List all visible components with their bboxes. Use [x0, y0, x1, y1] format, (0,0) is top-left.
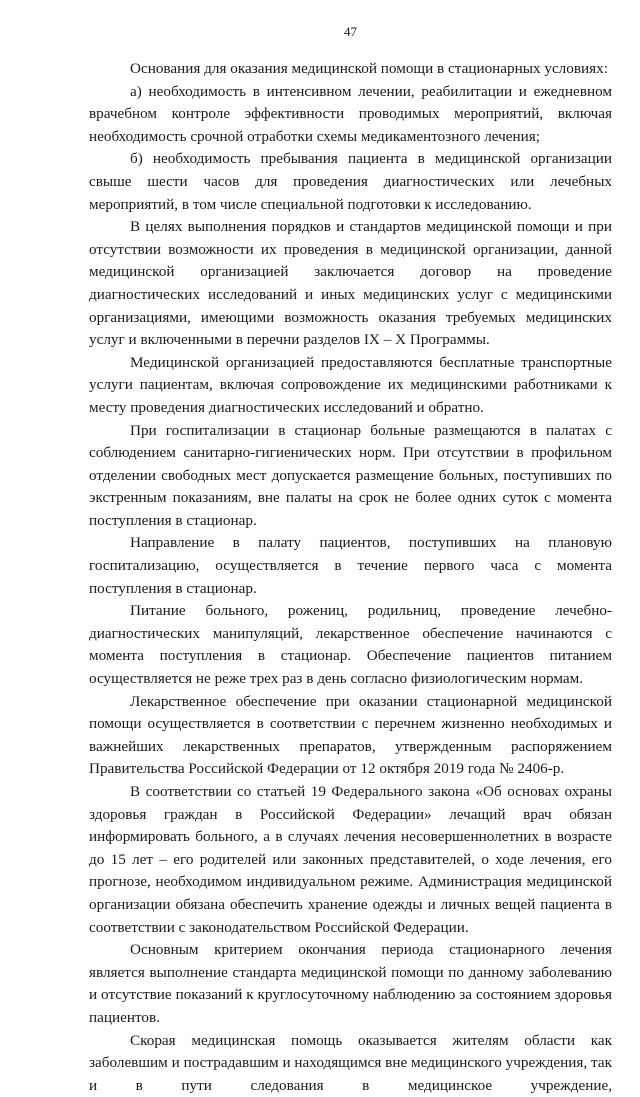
paragraph-ward-referral: Направление в палату пациентов, поступивших на плановую госпитализацию, осуществляется в течение первого часа с момента поступления в стационар. [89, 534, 612, 597]
paragraph-nutrition: Питание больного, рожениц, родильниц, проведение лечебно-диагностических манипуляций, лекарственное обеспечение начинаются с момента поступления в стационар. Обеспечение пациентов питанием осуществляется не реже трех раз в день согласно физиологическим нормам. [89, 602, 612, 688]
paragraph-discharge-criteria: Основным критерием окончания периода стационарного лечения является выполнение стандарта медицинской помощи по данному заболеванию и отсутствие показаний к круглосуточному наблюдению за состоянием здоровья пациентов. [89, 941, 612, 1026]
paragraph-patient-information: В соответствии со статьей 19 Федерального закона «Об основах охраны здоровья граждан в Российской Федерации» лечащий врач обязан информировать больного, а в случаях лечения несовершеннолетних в возрасте до 15 лет – его родителей или законных представителей, о ходе лечения, его прогнозе, необходимом индивидуальном режиме. Администрация медицинской организации обязана обеспечить хранение одежды и личных вещей пациента в соответствии с законодательством Российской Федерации. [89, 783, 612, 936]
paragraph-contracts: В целях выполнения порядков и стандартов медицинской помощи и при отсутствии возможности их проведения в медицинской организации, данной медицинской организацией заключается договор на проведение диагностических исследований и иных медицинских услуг с медицинскими организациями, имеющими возможность оказания требуемых медицинских услуг и включенными в перечни разделов IX – X Программы. [89, 218, 612, 349]
paragraph-emergency-care: Скорая медицинская помощь оказывается жителям области как заболевшим и пострадавшим и находящимся вне медицинского учреждения, так и в пути следования в медицинское учреждение, [89, 1031, 612, 1094]
paragraph-grounds-intro: Основания для оказания медицинской помощи в стационарных условиях: [130, 60, 608, 77]
paragraph-grounds-b: б) необходимость пребывания пациента в медицинской организации свыше шести часов для проведения диагностических или лечебных мероприятий, в том числе специальной подготовки к исследованию. [89, 150, 612, 213]
paragraph-grounds-a: а) необходимость в интенсивном лечении, реабилитации и ежедневном врачебном контроле эффективности проводимых мероприятий, включая необходимость срочной отработки схемы медикаментозного лечения; [89, 82, 612, 145]
paragraph-medication: Лекарственное обеспечение при оказании стационарной медицинской помощи осуществляется в соответствии с перечнем жизненно необходимых и важнейших лекарственных препаратов, утвержденным распоряжением Правительства Российской Федерации от 12 октября 2019 года № 2406-р. [89, 692, 612, 778]
paragraph-hospitalization: При госпитализации в стационар больные размещаются в палатах с соблюдением санитарно-гигиенических норм. При отсутствии в профильном отделении свободных мест допускается размещение больных, поступивших по экстренным показаниям, вне палаты на срок не более одних суток с момента поступления в стационар. [89, 421, 612, 529]
page-number: 47 [344, 24, 357, 39]
paragraph-transport: Медицинской организацией предоставляются бесплатные транспортные услуги пациентам, включая сопровождение их медицинскими работниками к месту проведения диагностических исследований и обратно. [89, 353, 612, 416]
